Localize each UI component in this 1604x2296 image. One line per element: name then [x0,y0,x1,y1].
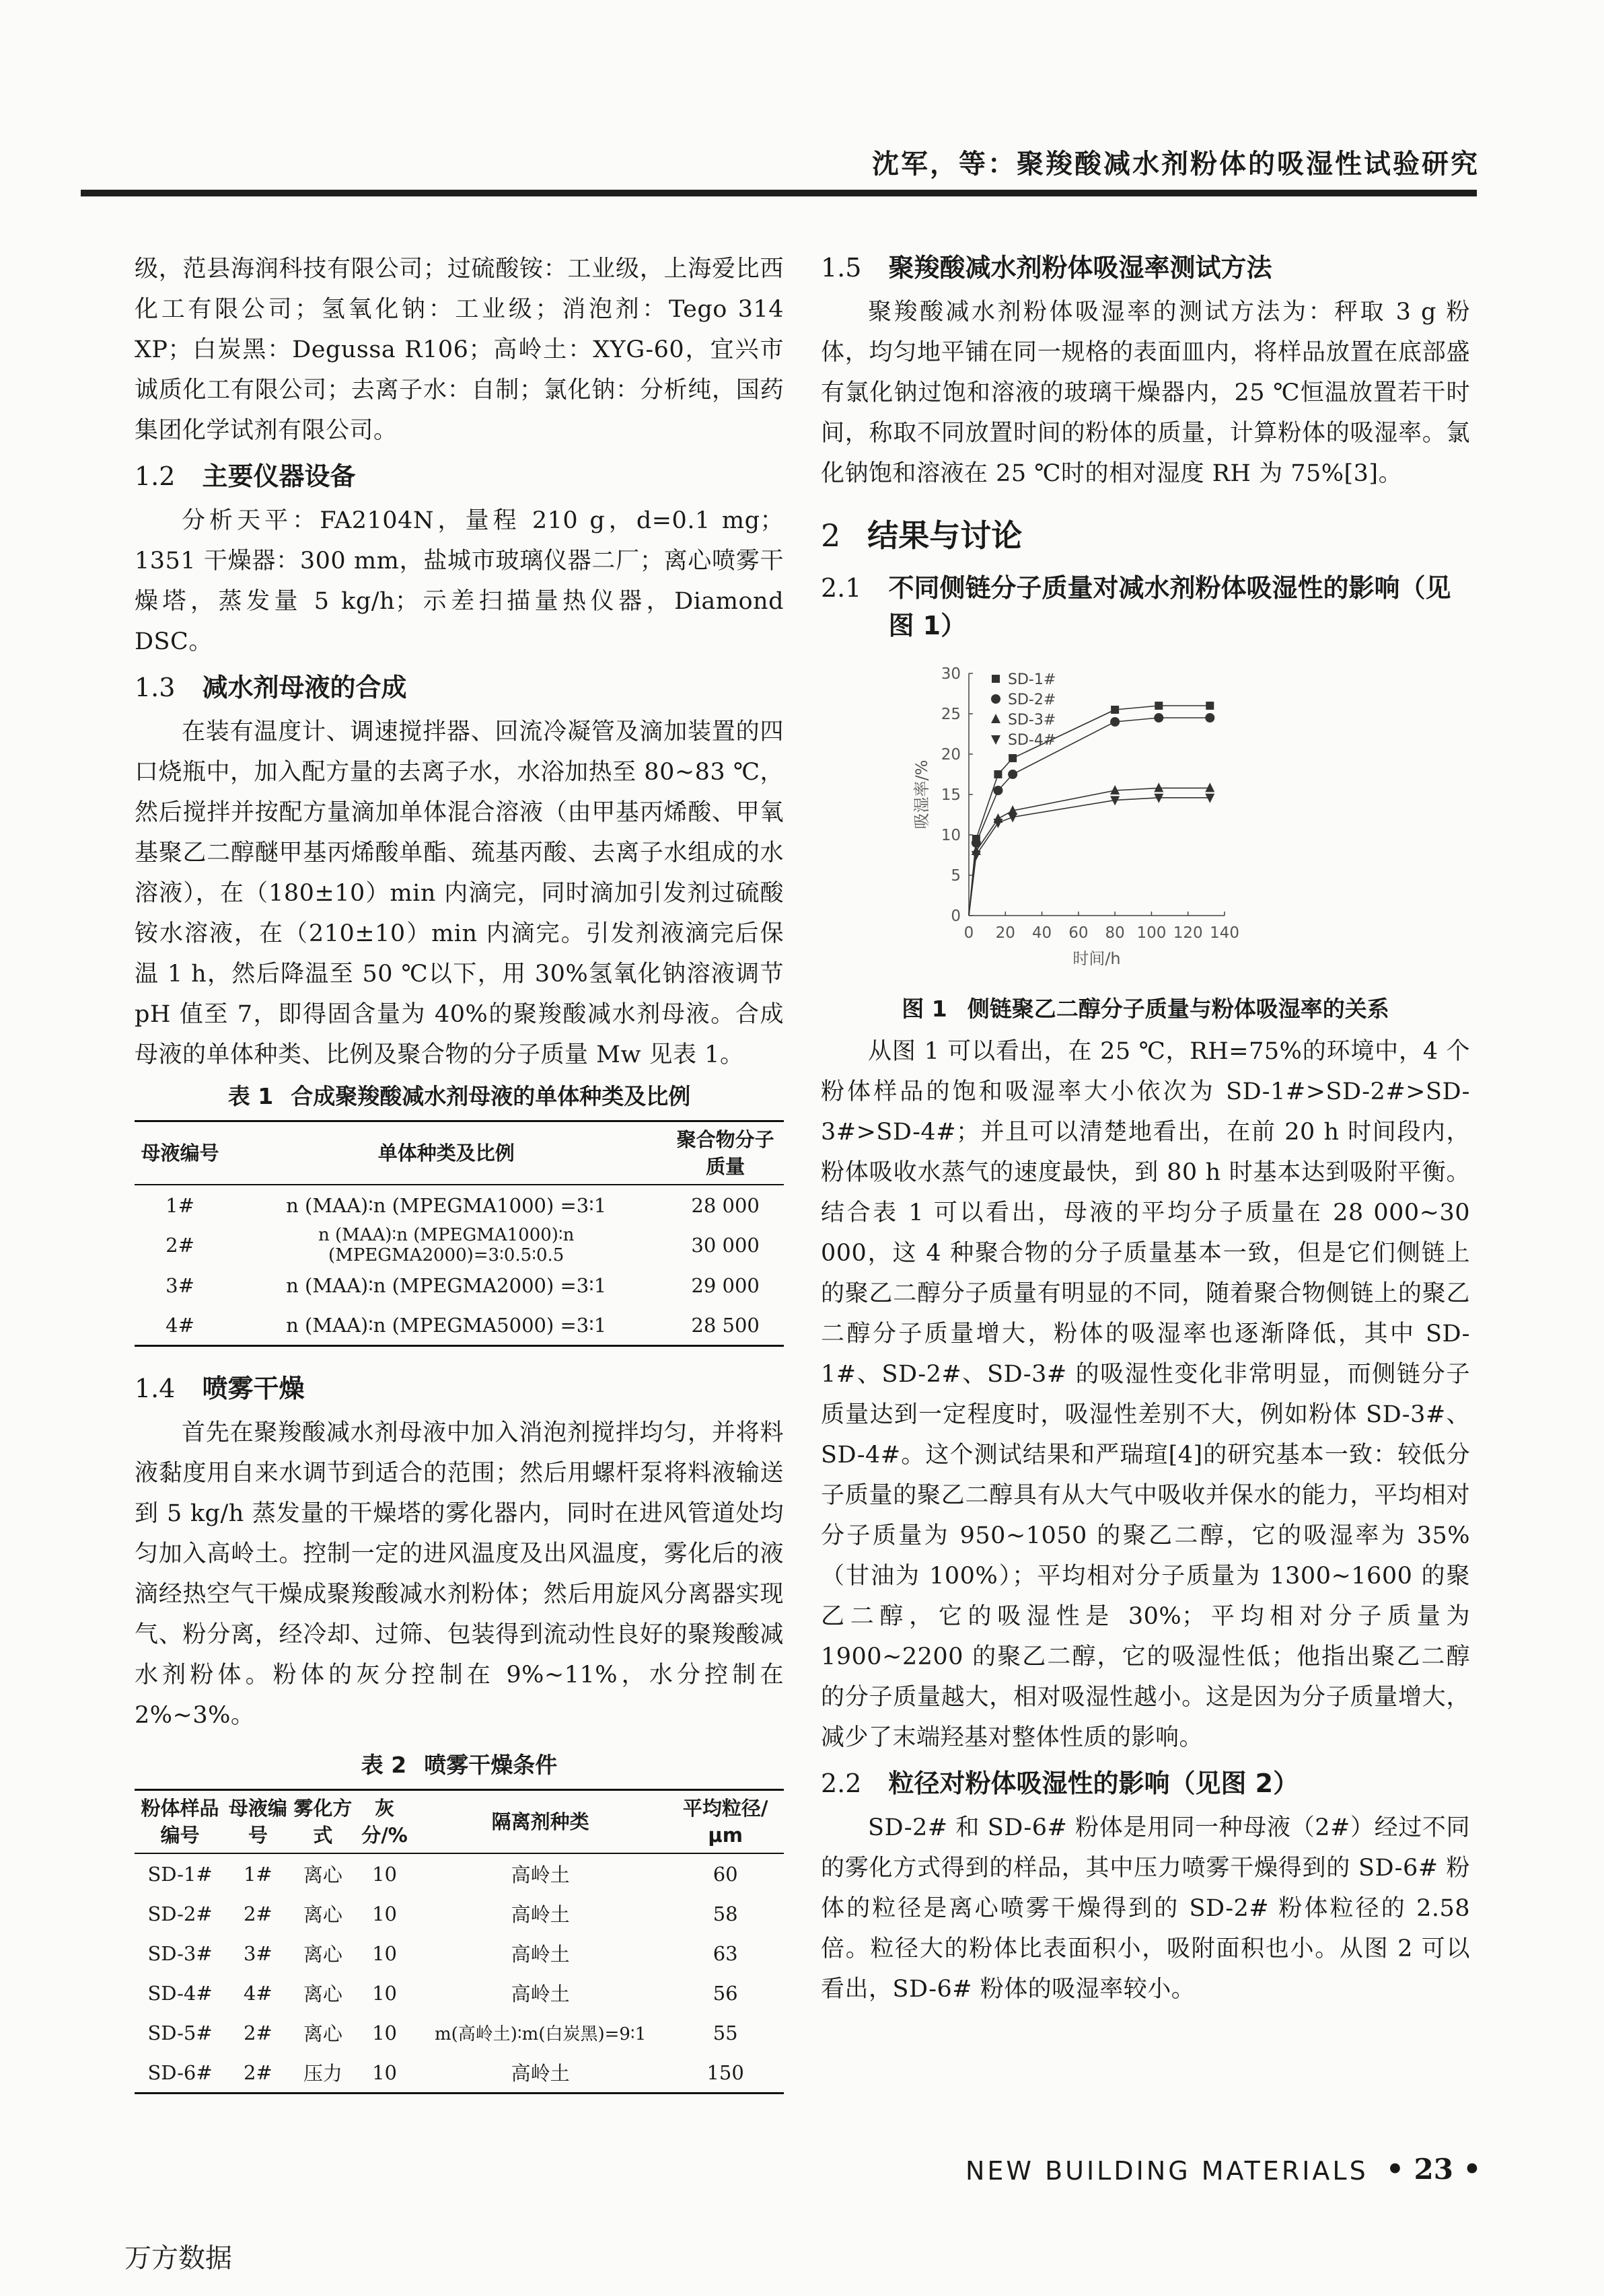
table-cell: 2# [243,2061,272,2084]
table-cell: 高岭土 [511,1863,570,1886]
legend-marker [991,735,1000,745]
section-number: 1.3 [135,673,176,702]
table-header-cell: 粉体样品编号 [135,1790,225,1854]
table-cell: 28 000 [691,1193,760,1217]
table-cell: 压力 [303,2062,342,2085]
table-1 [135,1120,784,1347]
x-tick-label: 140 [1210,924,1239,942]
y-tick-label: 10 [941,827,961,844]
paragraph-results-side-chain: 从图 1 可以看出，在 25 ℃，RH=75%的环境中，4 个粉体样品的饱和吸湿率大小依次为 SD-1#>SD-2#>SD-3#>SD-4#；并且可以清楚地看出，在前 20 h 时间段内，粉体吸收水蒸气的速度最快，到 80 h 时基本达到吸附平衡。结合表 1 可以看出，母液的平均分子质量在 28 000~30 000，这 4 种聚合物的分子质量基本一致，但是它们侧链上的聚乙二醇分子质量有明显的不同，随着聚合物侧链上的聚乙二醇分子质量增大，粉体的吸湿率也逐渐降低，其中 SD-1#、SD-2#、SD-3# 的吸湿性变化非常明显，而侧链分子质量达到一定程度时，吸湿性差别不大，例如粉体 SD-3#、SD-4#。这个测试结果和严瑞瑄[4]的研究基本一致：较低分子质量的聚乙二醇具有从大气中吸收并保水的能力，平均相对分子质量为 950~1050 的聚乙二醇，它的吸湿率为 35%（甘油为 100%）；平均相对分子质量为 1300~1600 的聚乙二醇，它的吸湿性是 30%；平均相对分子质量为 1900~2200 的聚乙二醇，它的吸湿性低；他指出聚乙二醇的分子质量越大，相对吸湿性越小。这是因为分子质量增大，减少了末端羟基对整体性质的影响。 [821,1038,1470,1751]
series-line-1 [969,706,1210,916]
y-tick-label: 20 [941,746,961,764]
table-row [135,1305,784,1346]
section-number: 1.2 [135,461,176,491]
table-cell: 2# [243,2021,272,2044]
table-header-cell: 灰分/% [355,1790,414,1854]
section-heading-2 [821,514,1470,557]
table-cell: m(高岭土)∶m(白炭黑)=9∶1 [434,2024,647,2044]
table-cell: 离心 [303,1943,342,1966]
table-row [135,2052,784,2094]
paragraph-equipment: 分析天平：FA2104N，量程 210 g，d=0.1 mg；1351 干燥器：300 mm，盐城市玻璃仪器二厂；离心喷雾干燥塔，蒸发量 5 kg/h；示差扫描量热仪器，Diamond DSC。 [135,507,784,655]
section-title: 喷雾干燥 [202,1374,305,1403]
table-row [135,1894,784,1933]
table-cell: 4# [243,1981,272,2005]
paragraph-materials: 级，范县海润科技有限公司；过硫酸铵：工业级，上海爱比西化工有限公司；氢氧化钠：工业级；消泡剂：Tego 314 XP；白炭黑：Degussa R106；高岭土：XYG-60，宜兴市诚质化工有限公司；去离子水：自制；氯化钠：分析纯，国药集团化学试剂有限公司。 [135,256,784,444]
table-cell: 10 [372,2021,397,2044]
data-point [1155,702,1163,710]
x-tick-label: 120 [1173,924,1203,942]
data-point [1111,706,1119,714]
series-line-2 [969,718,1210,916]
paragraph-synthesis: 在装有温度计、调速搅拌器、回流冷凝管及滴加装置的四口烧瓶中，加入配方量的去离子水，水浴加热至 80~83 ℃，然后搅拌并按配方量滴加单体混合溶液（由甲基丙烯酸、甲氧基聚乙二醇醚甲基丙烯酸单酯、巯基丙酸、去离子水组成的水溶液），在（180±10）min 内滴完，同时滴加引发剂过硫酸铵水溶液，在（210±10）min 内滴完。引发剂液滴完后保温 1 h，然后降温至 50 ℃以下，用 30%氢氧化钠溶液调节 pH 值至 7，即得固含量为 40%的聚羧酸减水剂母液。合成母液的单体种类、比例及聚合物的分子质量 Mw 见表 1。 [135,718,784,1068]
journal-name: NEW BUILDING MATERIALS [965,2156,1369,2186]
y-tick-label: 15 [941,786,961,804]
section-number: 1.4 [135,1374,176,1403]
data-point [1205,794,1214,803]
paragraph-test-method: 聚羧酸减水剂粉体吸湿率的测试方法为：秤取 3 g 粉体，均匀地平铺在同一规格的表面皿内，将样品放置在底部盛有氯化钠过饱和溶液的玻璃干燥器内，25 ℃恒温放置若干时间，称取不同放置时间的粉体的质量，计算粉体的吸湿率。氯化钠饱和溶液在 25 ℃时的相对湿度 RH 为 75%[3]。 [821,299,1470,487]
page-number: • 23 • [1386,2153,1482,2186]
table-cell: 10 [372,1902,397,1925]
table-cell: n (MAA)∶n (MPEGMA2000) =3∶1 [286,1273,607,1297]
data-point [1008,813,1017,823]
table-number: 表 1 [227,1083,274,1109]
y-tick-label: 25 [941,706,961,723]
section-heading-1-4 [135,1370,784,1407]
table-row [135,1853,784,1894]
right-column [821,249,1470,2009]
section-title: 不同侧链分子质量对减水剂粉体吸湿性的影响（见图 1） [888,573,1451,640]
table-cell: 30 000 [691,1234,760,1257]
section-heading-1-2 [135,457,784,495]
y-tick-label: 30 [941,665,961,683]
table-cell: 离心 [303,1863,342,1886]
table-row [135,1933,784,1973]
table-2-caption [135,1748,784,1779]
data-point [1008,770,1017,779]
table-1-caption [135,1079,784,1111]
table-cell: SD-1# [147,1862,213,1886]
table-cell: 离心 [303,1903,342,1926]
table-header-cell: 平均粒径/μm [667,1790,784,1854]
legend-marker [991,714,1000,723]
paragraph-spray-drying: 首先在聚羧酸减水剂母液中加入消泡剂搅拌均匀，并将料液黏度用自来水调节到适合的范围；然后用螺杆泵将料液输送到 5 kg/h 蒸发量的干燥塔的雾化器内，同时在进风管道处均匀加入高岭土。控制一定的进风温度及出风温度，雾化后的液滴经热空气干燥成聚羧酸减水剂粉体；然后用旋风分离器实现气、粉分离，经冷却、过筛、包装得到流动性良好的聚羧酸减水剂粉体。粉体的灰分控制在 9%~11%，水分控制在 2%~3%。 [135,1419,784,1729]
table-row [135,2013,784,2052]
table-cell: 10 [372,2061,397,2084]
section-heading-1-5 [821,249,1470,287]
y-tick-label: 0 [951,908,961,925]
table-cell: 150 [706,2061,744,2084]
section-title: 粒径对粉体吸湿性的影响（见图 2） [888,1769,1299,1798]
data-point [993,786,1002,795]
legend-marker [991,694,1000,704]
legend-label: SD-4# [1008,732,1056,749]
table-cell: 10 [372,1941,397,1965]
table-cell: 10 [372,1981,397,2005]
y-axis-label: 吸湿率/% [912,760,931,829]
table-2 [135,1789,784,2094]
data-point [972,851,981,860]
table-header-cell: 隔离剂种类 [414,1790,667,1854]
table-cell: 3# [166,1273,194,1297]
x-tick-label: 20 [995,924,1015,942]
table-row [135,1265,784,1305]
figure-1-caption [821,992,1470,1023]
table-cell: 高岭土 [511,1983,570,2005]
figure-number: 图 1 [902,996,947,1022]
table-row [135,1225,784,1265]
section-title: 结果与讨论 [867,517,1023,554]
legend-label: SD-3# [1008,712,1056,729]
section-number: 2 [821,517,841,554]
table-cell: 离心 [303,2022,342,2045]
table-cell: n (MAA)∶n (MPEGMA1000)∶n (MPEGMA2000)=3∶0.5∶0.5 [318,1225,575,1265]
x-tick-label: 80 [1105,924,1125,942]
table-header-cell: 单体种类及比例 [225,1121,667,1185]
data-point [1009,754,1017,762]
table-cell: 高岭土 [511,2062,570,2085]
table-cell: 55 [713,2021,738,2044]
table-header-cell: 雾化方式 [291,1790,356,1854]
table-cell: 28 500 [691,1313,760,1337]
y-tick-label: 5 [951,867,961,885]
table-cell: SD-6# [147,2061,213,2084]
section-title: 聚羧酸减水剂粉体吸湿率测试方法 [888,253,1272,283]
x-axis-label: 时间/h [1072,949,1121,968]
section-heading-2-1 [821,569,1470,644]
table-cell: 高岭土 [511,1903,570,1926]
table-row [135,1973,784,2013]
table-cell: SD-4# [147,1981,213,2005]
data-point [1110,717,1120,727]
data-point [1154,782,1163,792]
running-head: 沈军，等：聚羧酸减水剂粉体的吸湿性试验研究 [872,148,1480,180]
table-cell: SD-3# [147,1941,213,1965]
series-line-3 [969,788,1210,916]
table-cell: 2# [243,1902,272,1925]
data-point [1205,782,1214,792]
table-cell: 离心 [303,1983,342,2005]
table-cell: SD-2# [147,1902,213,1925]
figure-title: 侧链聚乙二醇分子质量与粉体吸湿率的关系 [967,996,1389,1022]
paragraph-particle-size: SD-2# 和 SD-6# 粉体是用同一种母液（2#）经过不同的雾化方式得到的样品，其中压力喷雾干燥得到的 SD-6# 粉体的粒径是离心喷雾干燥得到的 SD-2# 粉体粒径的 2.58 倍。粒径大的粉体比表面积小，吸附面积也小。从图 2 可以看出，SD-6# 粉体的吸湿率较小。 [821,1814,1470,2003]
header-rule [81,190,1477,196]
table-header-cell: 母液编号 [225,1790,291,1854]
chart-figure-1 [821,650,1470,986]
table-number: 表 2 [361,1752,407,1778]
table-cell: 10 [372,1862,397,1886]
section-heading-2-2 [821,1765,1470,1802]
table-cell: 29 000 [691,1273,760,1297]
table-cell: 58 [713,1902,738,1925]
table-cell: SD-5# [147,2021,213,2044]
table-cell: 56 [713,1981,738,2005]
table-header-cell: 母液编号 [135,1121,225,1185]
data-point [994,770,1002,778]
section-title: 减水剂母液的合成 [202,673,407,702]
table-cell: n (MAA)∶n (MPEGMA5000) =3∶1 [286,1313,607,1337]
table-row [135,1185,784,1225]
section-number: 2.2 [821,1769,862,1798]
x-tick-label: 0 [963,924,974,942]
table-cell: 2# [166,1234,194,1257]
table-cell: n (MAA)∶n (MPEGMA1000) =3∶1 [286,1193,607,1217]
legend-label: SD-2# [1008,692,1056,708]
section-title: 主要仪器设备 [202,461,356,491]
data-point [1206,702,1214,710]
data-point [1154,713,1163,723]
legend-label: SD-1# [1008,671,1056,688]
table-header-cell: 聚合物分子质量 [667,1121,784,1185]
section-number: 1.5 [821,253,862,283]
x-tick-label: 60 [1068,924,1089,942]
table-cell: 3# [243,1941,272,1965]
left-column [135,249,784,2117]
figure-1 [821,650,1470,986]
x-tick-label: 40 [1031,924,1052,942]
table-cell: 4# [166,1313,194,1337]
section-heading-1-3 [135,669,784,706]
table-cell: 60 [713,1862,738,1886]
watermark: 万方数据 [124,2243,232,2274]
table-title: 喷雾干燥条件 [424,1752,558,1778]
table-title: 合成聚羧酸减水剂母液的单体种类及比例 [291,1083,691,1109]
table-cell: 1# [166,1193,194,1217]
data-point [1205,713,1214,723]
table-cell: 高岭土 [511,1943,570,1966]
section-number: 2.1 [821,573,862,603]
legend-marker [992,675,1000,683]
table-cell: 1# [243,1862,272,1886]
table-cell: 63 [713,1941,738,1965]
x-tick-label: 100 [1136,924,1167,942]
